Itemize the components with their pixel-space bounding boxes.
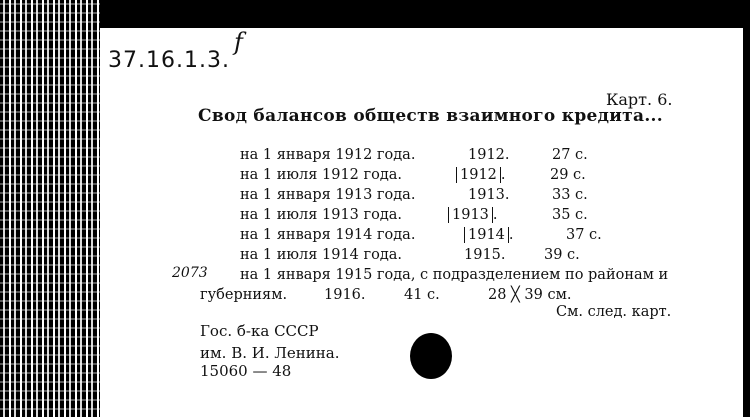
last-entry-line1: на 1 января 1915 года, с подразделением по районам и [240, 267, 669, 283]
punch-hole [410, 333, 452, 379]
entry-year-bracketed: 1913 . [448, 207, 498, 223]
entry-year: 1913. [468, 187, 510, 203]
entry-year-bracketed: 1912 . [456, 167, 506, 183]
catalog-number: 37.16.1.3. [108, 48, 230, 73]
entry-size: 35 с. [552, 207, 588, 223]
pen-mark: f [234, 28, 243, 56]
entry-date: на 1 января 1912 года. [240, 147, 416, 163]
library-name: Гос. б-ка СССР [200, 322, 319, 340]
entry-size: 27 с. [552, 147, 588, 163]
entry-year: 1912. [468, 147, 510, 163]
entry-date: на 1 июля 1912 года. [240, 167, 403, 183]
entry-year-bracketed: 1914 . [464, 227, 514, 243]
entry-date: на 1 июля 1913 года. [240, 207, 403, 223]
entry-size: 37 с. [566, 227, 602, 243]
entry-date: на 1 января 1913 года. [240, 187, 416, 203]
last-entry-year: 1916. [324, 287, 366, 303]
last-entry-line2: губерниям. [200, 287, 288, 303]
last-entry-format: 28 ╳ 39 см. [488, 287, 572, 303]
right-dark-border [743, 28, 750, 417]
entry-date: на 1 января 1914 года. [240, 227, 416, 243]
entry-year: 1915. [464, 247, 506, 263]
card-number: Карт. 6. [606, 90, 673, 109]
library-code: 15060 — 48 [200, 362, 292, 380]
entry-size: 29 с. [550, 167, 586, 183]
entry-size: 33 с. [552, 187, 588, 203]
library-dedication: им. В. И. Ленина. [200, 344, 340, 362]
entry-date: на 1 июля 1914 года. [240, 247, 403, 263]
last-entry-size: 41 с. [404, 287, 440, 303]
card-title: Свод балансов обществ взаимного кредита... [198, 106, 663, 126]
top-dark-border [100, 0, 750, 28]
handwritten-number: 2073 [172, 265, 208, 281]
entry-size: 39 с. [544, 247, 580, 263]
see-next-card: См. след. карт. [556, 304, 672, 320]
film-edge-strip [0, 0, 100, 417]
